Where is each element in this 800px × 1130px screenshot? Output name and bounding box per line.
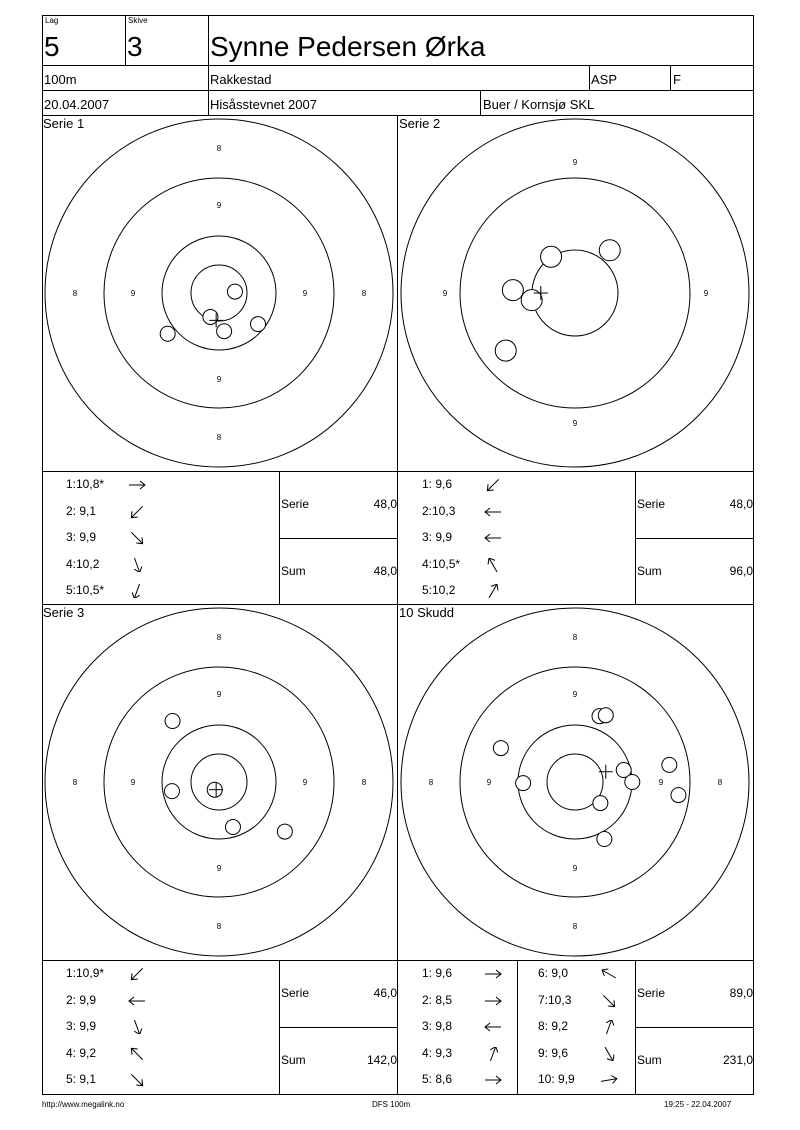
shot-hole: [593, 796, 608, 811]
shot-hole: [225, 820, 240, 835]
target-ring: [191, 754, 247, 810]
ring-label: 9: [302, 289, 308, 298]
shot-hole: [662, 757, 677, 772]
shot-hole: [165, 714, 180, 729]
skive-label: Skive: [128, 16, 148, 25]
shot-direction-arrow-icon: [126, 478, 148, 492]
sum-label: Sum: [281, 1053, 306, 1067]
ring-label: 9: [130, 289, 136, 298]
shot-hole: [495, 340, 516, 361]
location: Rakkestad: [210, 72, 272, 87]
club-name: Buer / Kornsjø SKL: [483, 97, 595, 112]
shot-direction-arrow-icon: [126, 1020, 148, 1034]
ring-label: 8: [72, 289, 78, 298]
class-letter: F: [673, 72, 681, 87]
panel-title-10-skudd: 10 Skudd: [399, 605, 454, 620]
panel-title-serie-1: Serie 1: [43, 116, 85, 131]
lag-label: Lag: [45, 16, 59, 25]
ring-label: 8: [216, 633, 222, 642]
shot-score: 5: 8,6: [422, 1072, 453, 1086]
ring-label: 8: [572, 633, 578, 642]
shot-direction-arrow-icon: [126, 505, 148, 519]
sum-label: Sum: [637, 1053, 662, 1067]
shot-hole: [227, 284, 242, 299]
shot-hole: [541, 246, 562, 267]
target-ring: [401, 608, 749, 956]
skive-value: 3: [127, 31, 143, 62]
serie-label: Serie: [637, 497, 666, 511]
shot-score: 1: 9,6: [422, 477, 453, 491]
shot-hole: [597, 832, 612, 847]
sum-value: 142,0: [366, 1053, 397, 1067]
target-ring: [104, 178, 334, 408]
serie-value: 89,0: [729, 986, 753, 1000]
ring-label: 9: [703, 289, 709, 298]
shot-direction-arrow-icon: [598, 1073, 620, 1087]
target-ring: [460, 178, 690, 408]
shot-score: 3: 9,9: [66, 530, 97, 544]
shot-direction-arrow-icon: [482, 967, 504, 981]
ring-label: 8: [428, 778, 434, 787]
shot-hole: [599, 240, 620, 261]
serie-label: Serie: [281, 986, 310, 1000]
shot-score: 7:10,3: [538, 992, 572, 1007]
serie-label: Serie: [281, 497, 310, 511]
shot-score: 2:10,3: [422, 503, 456, 518]
shot-score: 6: 9,0: [538, 966, 569, 980]
ring-label: 9: [216, 864, 222, 873]
shot-direction-arrow-icon: [598, 1020, 620, 1034]
shot-score: 2: 9,9: [66, 992, 97, 1007]
ring-label: 9: [216, 201, 222, 210]
ring-label: 9: [572, 158, 578, 167]
shot-score: 1: 9,6: [422, 966, 453, 980]
shooter-name: Synne Pedersen Ørka: [210, 31, 486, 62]
ring-label: 9: [572, 690, 578, 699]
class-code: ASP: [591, 72, 618, 87]
shot-direction-arrow-icon: [598, 1047, 620, 1061]
ring-label: 9: [572, 419, 578, 428]
ring-label: 8: [216, 144, 222, 153]
shot-direction-arrow-icon: [482, 531, 504, 545]
shot-score: 5:10,5*: [66, 583, 105, 597]
panel-title-serie-3: Serie 3: [43, 605, 85, 620]
ring-label: 8: [572, 922, 578, 931]
shot-direction-arrow-icon: [126, 967, 148, 981]
date: 20.04.2007: [44, 97, 110, 112]
shot-score: 5: 9,1: [66, 1072, 97, 1086]
shot-hole: [493, 741, 508, 756]
ring-label: 8: [72, 778, 78, 787]
ring-label: 8: [361, 289, 367, 298]
shot-direction-arrow-icon: [126, 1047, 148, 1061]
shot-hole: [217, 324, 232, 339]
target-ring: [162, 725, 276, 839]
shot-hole: [164, 784, 179, 799]
target-ring: [401, 119, 749, 467]
ring-label: 8: [361, 778, 367, 787]
ring-label: 9: [442, 289, 448, 298]
lag-value: 5: [44, 31, 60, 62]
footer-timestamp: 19:25 - 22.04.2007: [664, 1100, 732, 1109]
shot-direction-arrow-icon: [482, 1073, 504, 1087]
sum-value: 48,0: [373, 564, 397, 578]
shot-score: 1:10,8*: [66, 477, 105, 491]
shot-score: 3: 9,9: [66, 1019, 97, 1033]
distance: 100m: [44, 72, 77, 87]
shot-score: 10: 9,9: [538, 1072, 575, 1086]
shot-direction-arrow-icon: [126, 558, 148, 572]
target-ring: [45, 608, 393, 956]
ring-label: 8: [216, 433, 222, 442]
shot-score: 4: 9,2: [66, 1045, 97, 1060]
shot-direction-arrow-icon: [482, 505, 504, 519]
ring-label: 9: [216, 690, 222, 699]
shot-direction-arrow-icon: [482, 1020, 504, 1034]
ring-label: 8: [216, 922, 222, 931]
sum-value: 231,0: [722, 1053, 753, 1067]
sum-value: 96,0: [729, 564, 753, 578]
shot-score: 4: 9,3: [422, 1045, 453, 1060]
shot-direction-arrow-icon: [482, 1047, 504, 1061]
shot-direction-arrow-icon: [482, 558, 504, 572]
shot-score: 4:10,5*: [422, 556, 461, 571]
footer-program: DFS 100m: [372, 1100, 411, 1109]
target-ring: [104, 667, 334, 897]
sum-label: Sum: [281, 564, 306, 578]
shot-hole: [671, 788, 686, 803]
ring-label: 9: [486, 778, 492, 787]
shot-score: 1:10,9*: [66, 966, 105, 980]
ring-label: 9: [658, 778, 664, 787]
footer-url[interactable]: http://www.megalink.no: [42, 1100, 125, 1109]
target-ring: [45, 119, 393, 467]
shot-direction-arrow-icon: [126, 531, 148, 545]
shot-hole: [160, 326, 175, 341]
shot-score: 5:10,2: [422, 583, 456, 597]
serie-value: 46,0: [373, 986, 397, 1000]
serie-value: 48,0: [729, 497, 753, 511]
shot-direction-arrow-icon: [482, 994, 504, 1008]
event-name: Hisåsstevnet 2007: [210, 97, 317, 112]
shot-score: 2: 8,5: [422, 992, 453, 1007]
shot-direction-arrow-icon: [482, 478, 504, 492]
ring-label: 9: [302, 778, 308, 787]
shot-hole: [516, 776, 531, 791]
shot-direction-arrow-icon: [598, 994, 620, 1008]
shot-score: 2: 9,1: [66, 503, 97, 518]
shot-direction-arrow-icon: [598, 967, 620, 981]
shot-score: 9: 9,6: [538, 1045, 569, 1060]
ring-label: 9: [130, 778, 136, 787]
sum-label: Sum: [637, 564, 662, 578]
ring-label: 9: [572, 864, 578, 873]
shot-score: 4:10,2: [66, 556, 100, 571]
shot-hole: [502, 280, 523, 301]
ring-label: 9: [216, 375, 222, 384]
serie-value: 48,0: [373, 497, 397, 511]
shot-hole: [625, 775, 640, 790]
shot-score: 3: 9,9: [422, 530, 453, 544]
shot-hole: [251, 317, 266, 332]
shot-hole: [598, 708, 613, 723]
shot-direction-arrow-icon: [126, 584, 148, 598]
target-ring: [460, 667, 690, 897]
shot-direction-arrow-icon: [126, 994, 148, 1008]
target-ring: [518, 725, 632, 839]
shot-direction-arrow-icon: [126, 1073, 148, 1087]
shot-direction-arrow-icon: [482, 584, 504, 598]
shot-hole: [277, 824, 292, 839]
ring-label: 8: [717, 778, 723, 787]
shot-score: 3: 9,8: [422, 1019, 453, 1033]
serie-label: Serie: [637, 986, 666, 1000]
shot-score: 8: 9,2: [538, 1019, 569, 1033]
panel-title-serie-2: Serie 2: [399, 116, 441, 131]
